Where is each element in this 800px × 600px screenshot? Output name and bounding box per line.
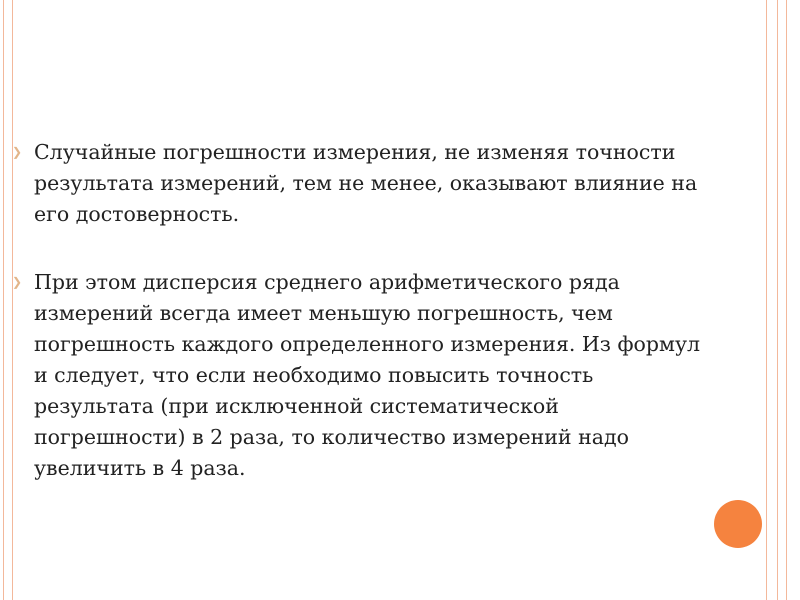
bullet-item-2 [12,267,712,484]
frame-line-right-inner [766,0,767,600]
frame-line-left-outer [3,0,4,600]
slide-body [12,137,712,521]
chevron-right-icon: ❯ [12,275,23,289]
bullet-item-1 [12,137,712,230]
chevron-right-icon: ❯ [12,145,23,159]
frame-line-right-middle [777,0,778,600]
frame-line-right-outer [786,0,787,600]
decorative-circle [714,500,762,548]
bullet-text-2: При этом дисперсия среднего арифметического ряда измерений всегда имеет меньшую погрешность, чем погрешность каждого определенного измерения. Из формул и следует, что если необходимо повысить точность результата (при исключенной систематической погрешности) в 2 раза, то количество измерений надо увеличить в 4 раза. [34,270,701,480]
bullet-text-1: Случайные погрешности измерения, не изменяя точности результата измерений, тем не менее, оказывают влияние на его достоверность. [34,140,698,226]
